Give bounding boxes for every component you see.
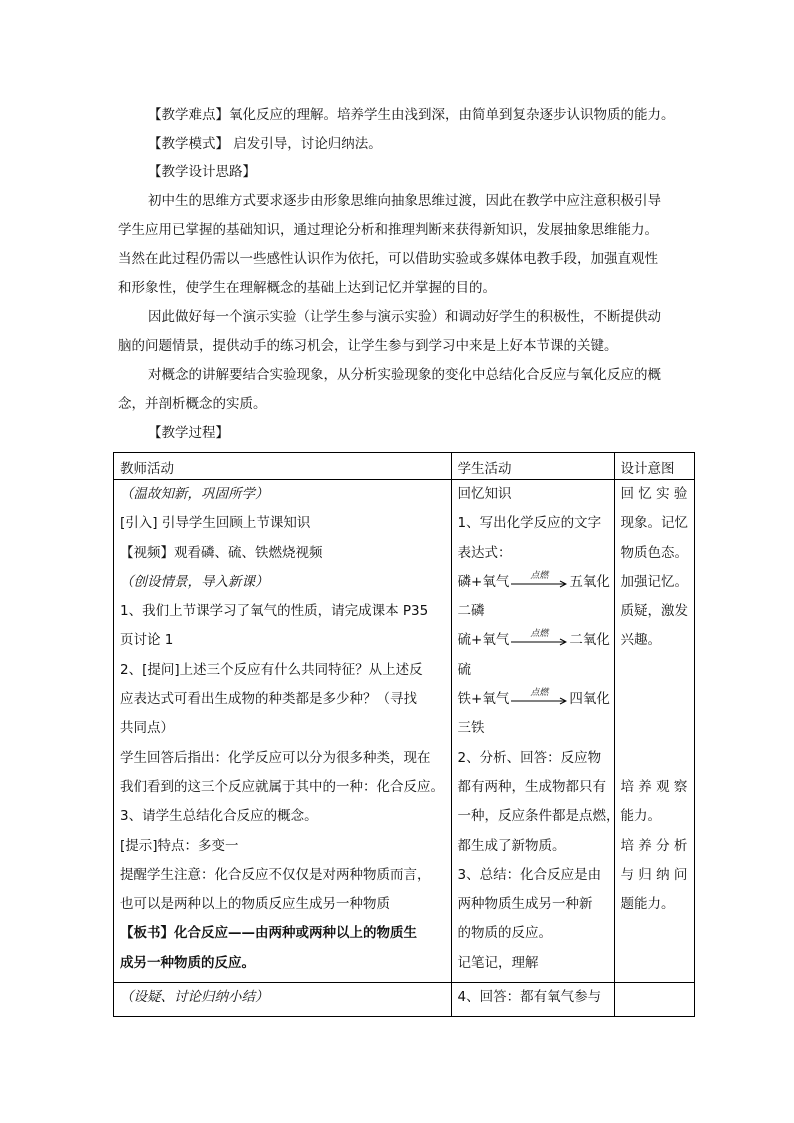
- para2-line: 脑的问题情景，提供动手的练习机会，让学生参与到学习中来是上好本节课的关键。: [118, 338, 618, 354]
- student-line: 硫: [457, 661, 472, 678]
- reaction-condition: 点燃: [530, 688, 549, 699]
- equation-reactants: 硫+氧气: [457, 632, 510, 649]
- header-design-purpose: 设计意图: [614, 453, 694, 480]
- reaction-arrow-icon: [511, 689, 567, 709]
- teaching-mode: 【教学模式】 启发引导，讨论归纳法。: [148, 136, 382, 152]
- purpose-line: 回 忆 实 验: [620, 486, 688, 502]
- teacher-line: 我们看到的这三个反应就属于其中的一种：化合反应。: [120, 778, 444, 795]
- student-line: 三铁: [457, 720, 485, 737]
- student-line: 1、写出化学反应的文字: [457, 515, 602, 532]
- teacher-activity-cell: [114, 480, 452, 983]
- student-line: 二磷: [457, 603, 485, 620]
- purpose-line: 加强记忆。: [620, 573, 689, 590]
- student-line: 一种，反应条件都是点燃，: [457, 808, 620, 825]
- purpose-line: 质疑，激发: [620, 603, 689, 620]
- para3-line: 念，并剖析概念的实质。: [118, 396, 267, 412]
- design-heading: 【教学设计思路】: [148, 164, 256, 180]
- student-line: 2、分析、回答：反应物: [457, 749, 602, 766]
- purpose-line: 现象。记忆: [620, 515, 689, 532]
- student-line: 两种物质生成另一种新: [457, 896, 593, 913]
- equation-line: [458, 689, 608, 718]
- para1-line: 和形象性，使学生在理解概念的基础上达到记忆并掌握的目的。: [118, 280, 496, 296]
- teacher-line: 应表达式可看出生成物的种类都是多少种？（寻找: [120, 691, 417, 708]
- teacher-line: [引入] 引导学生回顾上节课知识: [120, 515, 311, 532]
- purpose-line: [621, 987, 688, 1016]
- purpose-line: 兴趣。: [620, 632, 662, 649]
- teacher-activity-cell: [114, 983, 452, 1017]
- teacher-line: 2、[提问]上述三个反应有什么共同特征？从上述反: [120, 661, 423, 678]
- teacher-line: [提示]特点：多变一: [120, 837, 239, 854]
- student-line: 都有两种，生成物都只有: [457, 778, 607, 795]
- teacher-line: 1、我们上节课学习了氧气的性质，请完成课本 P35: [120, 603, 429, 620]
- purpose-line: [621, 660, 688, 689]
- student-line: 回忆知识: [457, 486, 512, 502]
- teacher-line: 学生回答后指出：化学反应可以分为很多种类，现在: [120, 749, 431, 766]
- teacher-line: （设疑、讨论归纳小结）: [120, 989, 269, 1006]
- teacher-line: 【板书】化合反应——由两种或两种以上的物质生: [120, 925, 417, 942]
- student-activity-cell: [451, 480, 620, 983]
- design-purpose-cell: [614, 983, 694, 1017]
- para1-line: 当然在此过程仍需以一些感性认识作为依托，可以借助实验或多媒体电教手段，加强直观性: [118, 251, 658, 267]
- process-table: [113, 452, 695, 1017]
- para3-line: 对概念的讲解要结合实验现象，从分析实验现象的变化中总结化合反应与氧化反应的概: [148, 367, 661, 383]
- purpose-line: 培 养 观 察: [620, 778, 688, 795]
- purpose-line: 物质色态。: [620, 544, 689, 561]
- purpose-line: [621, 748, 688, 777]
- process-heading: 【教学过程】: [148, 425, 229, 441]
- student-line: 的物质的反应。: [457, 925, 553, 942]
- student-line: 表达式：: [457, 544, 512, 561]
- table-row: [114, 480, 695, 983]
- student-line: 都生成了新物质。: [457, 837, 566, 854]
- teacher-line: 【视频】观看磷、硫、铁燃烧视频: [120, 544, 323, 561]
- equation-line: [458, 572, 608, 601]
- teacher-line: 页讨论 1: [120, 632, 174, 649]
- teacher-line: 提醒学生注意：化合反应不仅仅是对两种物质而言，: [120, 866, 431, 883]
- header-teacher-activity: 教师活动: [114, 453, 452, 480]
- teacher-line: 成另一种物质的反应。: [120, 954, 255, 971]
- teacher-line: 3、请学生总结化合反应的概念。: [120, 808, 318, 825]
- equation-reactants: 磷+氧气: [457, 573, 510, 590]
- purpose-line: [621, 718, 688, 747]
- design-purpose-cell: [614, 480, 694, 983]
- teaching-difficulty: 【教学难点】氧化反应的理解。培养学生由浅到深，由简单到复杂逐步认识物质的能力。: [148, 107, 675, 123]
- teacher-line: （创设情景，导入新课）: [120, 573, 269, 590]
- equation-product: 五氧化: [569, 573, 610, 590]
- table-header-row: [114, 453, 695, 480]
- table-row: [114, 983, 695, 1017]
- para2-line: 因此做好每一个演示实验（让学生参与演示实验）和调动好学生的积极性，不断提供动: [148, 309, 661, 325]
- student-line: 3、总结：化合反应是由: [457, 866, 602, 883]
- header-student-activity: 学生活动: [451, 453, 614, 480]
- teacher-line: （温故知新，巩固所学）: [120, 486, 269, 502]
- para1-line: 初中生的思维方式要求逐步由形象思维向抽象思维过渡，因此在教学中应注意积极引导: [148, 193, 661, 209]
- purpose-line: 能力。: [620, 808, 662, 825]
- reaction-arrow-icon: [511, 572, 567, 592]
- teacher-line: 也可以是两种以上的物质反应生成另一种物质: [120, 896, 390, 913]
- equation-line: [458, 630, 608, 659]
- student-line: 4、回答：都有氧气参与: [457, 989, 602, 1006]
- student-line: 记笔记，理解: [457, 954, 539, 971]
- reaction-condition: 点燃: [530, 570, 549, 581]
- purpose-line: 题能力。: [620, 896, 675, 913]
- teacher-line: 共同点）: [120, 720, 174, 737]
- purpose-line: [621, 689, 688, 718]
- para1-line: 学生应用已掌握的基础知识，通过理论分析和推理判断来获得新知识，发展抽象思维能力。: [118, 222, 658, 238]
- reaction-condition: 点燃: [530, 629, 549, 640]
- equation-product: 四氧化: [569, 691, 610, 708]
- student-activity-cell: [451, 983, 614, 1017]
- purpose-line: 培 养 分 析: [620, 837, 688, 854]
- equation-product: 二氧化: [569, 632, 610, 649]
- equation-reactants: 铁+氧气: [457, 691, 510, 708]
- reaction-arrow-icon: [511, 630, 567, 650]
- purpose-line: 与 归 纳 问: [620, 866, 688, 883]
